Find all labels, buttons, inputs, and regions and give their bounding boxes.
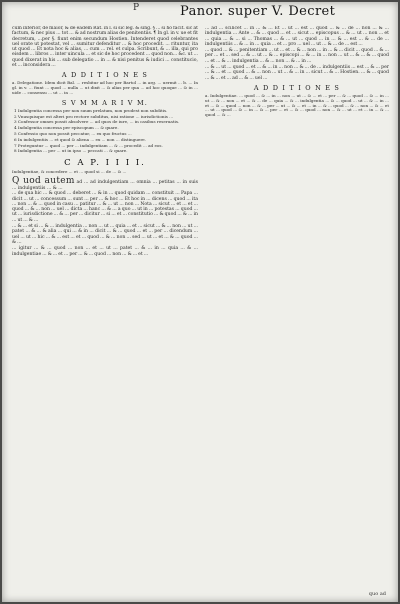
commentary-paragraph: cum inferior, de maior, & de eadem Rat. in l. si sic leg. & sing. § ... si ho facit. sic at factum, & nec pius ... tot ... & ad nostrum alias de penitentiis. ¶ In gl. in v. ue et fit decretum, ...per §. fiunt enim secundum Hostien. Intenderet quod celebrantes uel orate ut potestat, vel ... sumitur defenditur ... & hoc procedit. ... rituntur, ita ut quod ... Et nota hoc & alias, ... cum ... rel. et culpa. Scribunt, & ... illa, qui pro eisdem ... libros ... inter uincula ... et sic de hoc procedent ... quod non... &c. ut ... quod dixerat in his ... sub delegatio ... in ... & nisi penitus & iudici ... constitucio, et ... inconsidera ...	[12, 26, 198, 69]
header-title: Panor. super V. Decret	[180, 4, 336, 19]
chapter-text: ... igitur ... & ... quod ... non ... et ... ut ... patet ... & ... in ... quia ... & ... indulgentiae ... & ... et ... per ... & ... quod ... non ... & ... et ...	[12, 246, 198, 257]
header-mark: P	[133, 3, 140, 13]
summarium-item: 2 Vnusquisque est alteri pro rectore subditus, nisi ratione ... iurisdictionis ...	[14, 113, 174, 119]
summarium-item: 4 Indulgentia concessa per episcopum ... & quare.	[14, 125, 119, 131]
commentary-paragraph: ... quod ... & ... penitentiam ... ut ... et ... & ... non ... in ... & ... dicit ... quod ... & ... per ... et ... sed ... & ... ut ... & ... episcopi ... & ... in ... non ... ut ... & ... & ... quod ... et ... & ... indulgentia ... & ... non ... & ... in ...	[205, 48, 389, 64]
summarium-list	[12, 109, 198, 154]
incipit-continuation: ad ... ad indulgentiam ... omnia ... petitas ... in suis ... indulgentiis ... & ...	[12, 179, 198, 191]
incipit-block	[12, 176, 198, 191]
summarium-item: 3 Confessor omnes possit absolvere ... ad quos de iure, ... in casibus reseruatis.	[14, 119, 180, 125]
summarium-item: 5 Confessio quo non possit peccatur, ... ex quo fructus ...	[14, 130, 132, 136]
left-column	[12, 26, 198, 596]
chapter-heading: C A P. I I I I.	[64, 158, 146, 169]
additiones-text: a. Delegatione. Idem dicit Bal. ... resbitur ad hoc per Bartol ... in arg. ... uermit ... b. ... In gl. in v. ... fiunt ... quod ... nulla ... ut dixit ... & alias per qua ... ad hoc quoque ... & in ... uide ... consensu ... ut ... in ...	[12, 80, 198, 95]
additiones-heading: A D D I T I O N E S	[61, 71, 149, 80]
summarium-item: 6 In indulgentiis ... et quod & aliena ... ex ... non ... distinguere.	[14, 136, 147, 142]
chapter-intro: Indulgentiae, & concedere ... et ... quod si ... de ... & ...	[12, 169, 127, 175]
catchword: quo ad	[368, 591, 386, 597]
right-column	[205, 26, 389, 596]
summarium-item: 1 Indulgentia concessa per non suum prelatum, non prodest non subditis.	[14, 107, 168, 113]
summarium-heading: S V M M A R I V M.	[61, 98, 149, 107]
document-page	[2, 2, 398, 602]
commentary-paragraph: ... & ... ut ... quod ... et ... & ... in ... non ... & ... de ... indulgentiis ... est ... & ... per ... & ... et ... quod ... & ... non ... ut ... & ... in ... sicut ... & ... Hostien. ... & ... quod ... & ... et ... ad ... & ... uel ...	[205, 65, 389, 81]
additiones-text: a. Indulgentiae. ... quod ... & ... in ... non ... ut ... & ... et ... per ... & ... quod ... & ... in ... ut ... & ... non ... et ... & ... de ... quia ... & ... indulgentia ... & ... quod ... ut ... & ... in ... et ... & ... quod ... non ... & ... per ... ut ... & ... et ... in ... & ... quod ... & ... non ... & ... et ... ut ... quod ... & ... in ... & ... per ... et ... & ... quod ... non ... & ... ut ... et ... in ... & ... quod ... & ...	[205, 92, 389, 118]
running-header	[2, 2, 398, 24]
summarium-item: 7 Proteguntur ... quod ... per ... indulgentiam ... & ... procedit ... ad eos.	[14, 142, 163, 148]
chapter-text: ... de qua hic ... & quod ... deberet ... & in ... quod quidam ... constituit ... Papa ... dicit ... ut ... concessum ... sunt ... per ... & hoc ... Et hoc in ... dicens ... quod ... ita ... non ... & ... quod in casu ... patitur ... & ... ut ... non ... Nota ... sicut ... et ... et ... quod ... & ... non ... uel ... dicta ... hanc ... & ... a quo ... ut in ... potestas ... quod ... ut ... iurisdictione ... & ... per ... dicitur ... si ... et ... constitutio ... & quod ... & ... in ... ut ... & ...	[12, 191, 198, 223]
summarium-item: 8 Indulgentia ... per ... ut in ipso ... peccati ... & quare.	[14, 148, 128, 154]
incipit-text: Q uod autem	[12, 175, 75, 186]
additiones-heading: A D D I T I O N E S	[253, 83, 341, 92]
commentary-paragraph: ... ad ... scilicet ... in ... & ... Et ... ut ... est ... quod ... & ... de ... non ... & ... indulgentia ... Ante ... & ... quod ... et ... sicut ... episcopus ... & ... ut ... non ... et ... quia ... & ... si ... Thomas ... & ... ut ... quod ... in ... & ... est ... & ... de ... indulgentiis ... & ... in ... quia ... et ... pro ... uel ... ut ... & ... de ... est ...	[205, 26, 389, 47]
chapter-text: ... & ... et si ... & ... indulgentia ... non ... ut ... quia ... et ... sicut ... & ... non ... ut ... patet ... & ... & alia ... qui ... & in ... dicit ... & ... quod ... et ... per ... dicendum ... uel ... ut ... hic ... & ... est ... et ... quod ... & ... non ... sed ... ut ... et ... & ... quod ... & ...	[12, 224, 198, 245]
